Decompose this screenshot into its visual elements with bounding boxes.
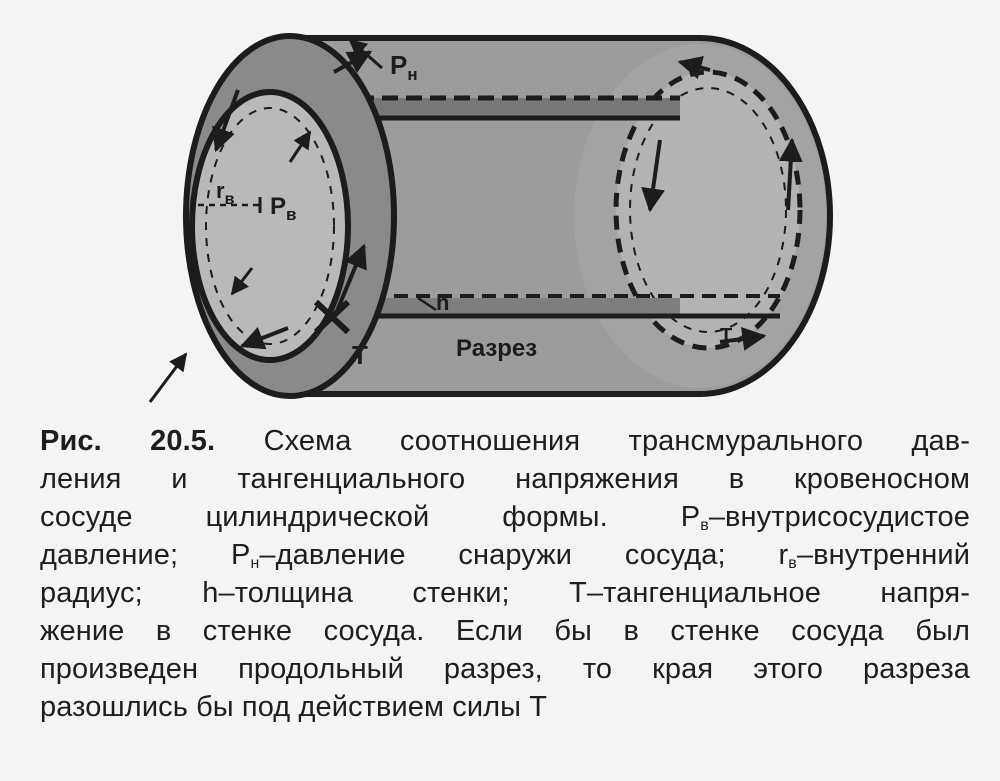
label-tension-right: T	[720, 325, 733, 347]
caption-line-6: жение в стенке сосуда. Если бы в стенке сосуда был	[40, 615, 970, 647]
label-p-inner: $P_в$	[270, 193, 297, 224]
caption-line-4: давление; $P_н$–давление снаружи сосуда; $r_в$–внутренний	[40, 539, 970, 572]
near-end-lumen	[192, 92, 348, 360]
figure-number: Рис. 20.5.	[40, 425, 216, 457]
label-thickness: h	[436, 290, 450, 315]
caption-line-5: радиус; h–толщина стенки; T–тангенциальное напря-	[40, 577, 970, 609]
label-cut: Разрез	[456, 335, 538, 362]
caption-line-3: сосуде цилиндрической формы. $P_в$–внутрисосудистое	[40, 501, 970, 534]
label-tension: T	[352, 340, 368, 370]
label-r-inner: $r_в$	[216, 178, 235, 208]
caption-line-1: Рис. 20.5. Схема соотношения трансмурального дав-	[40, 425, 970, 457]
external-pressure-arrow	[150, 354, 186, 402]
figure-caption	[40, 422, 970, 726]
caption-line-2: ления и тангенциального напряжения в кровеносном	[40, 463, 970, 495]
vessel-svg	[120, 10, 880, 410]
caption-line-7: произведен продольный разрез, то края этого разреза	[40, 653, 970, 685]
label-p-outer: $P_н$	[390, 50, 418, 84]
caption-line-8: разошлись бы под действием силы T	[40, 691, 548, 723]
vessel-diagram	[120, 10, 880, 410]
